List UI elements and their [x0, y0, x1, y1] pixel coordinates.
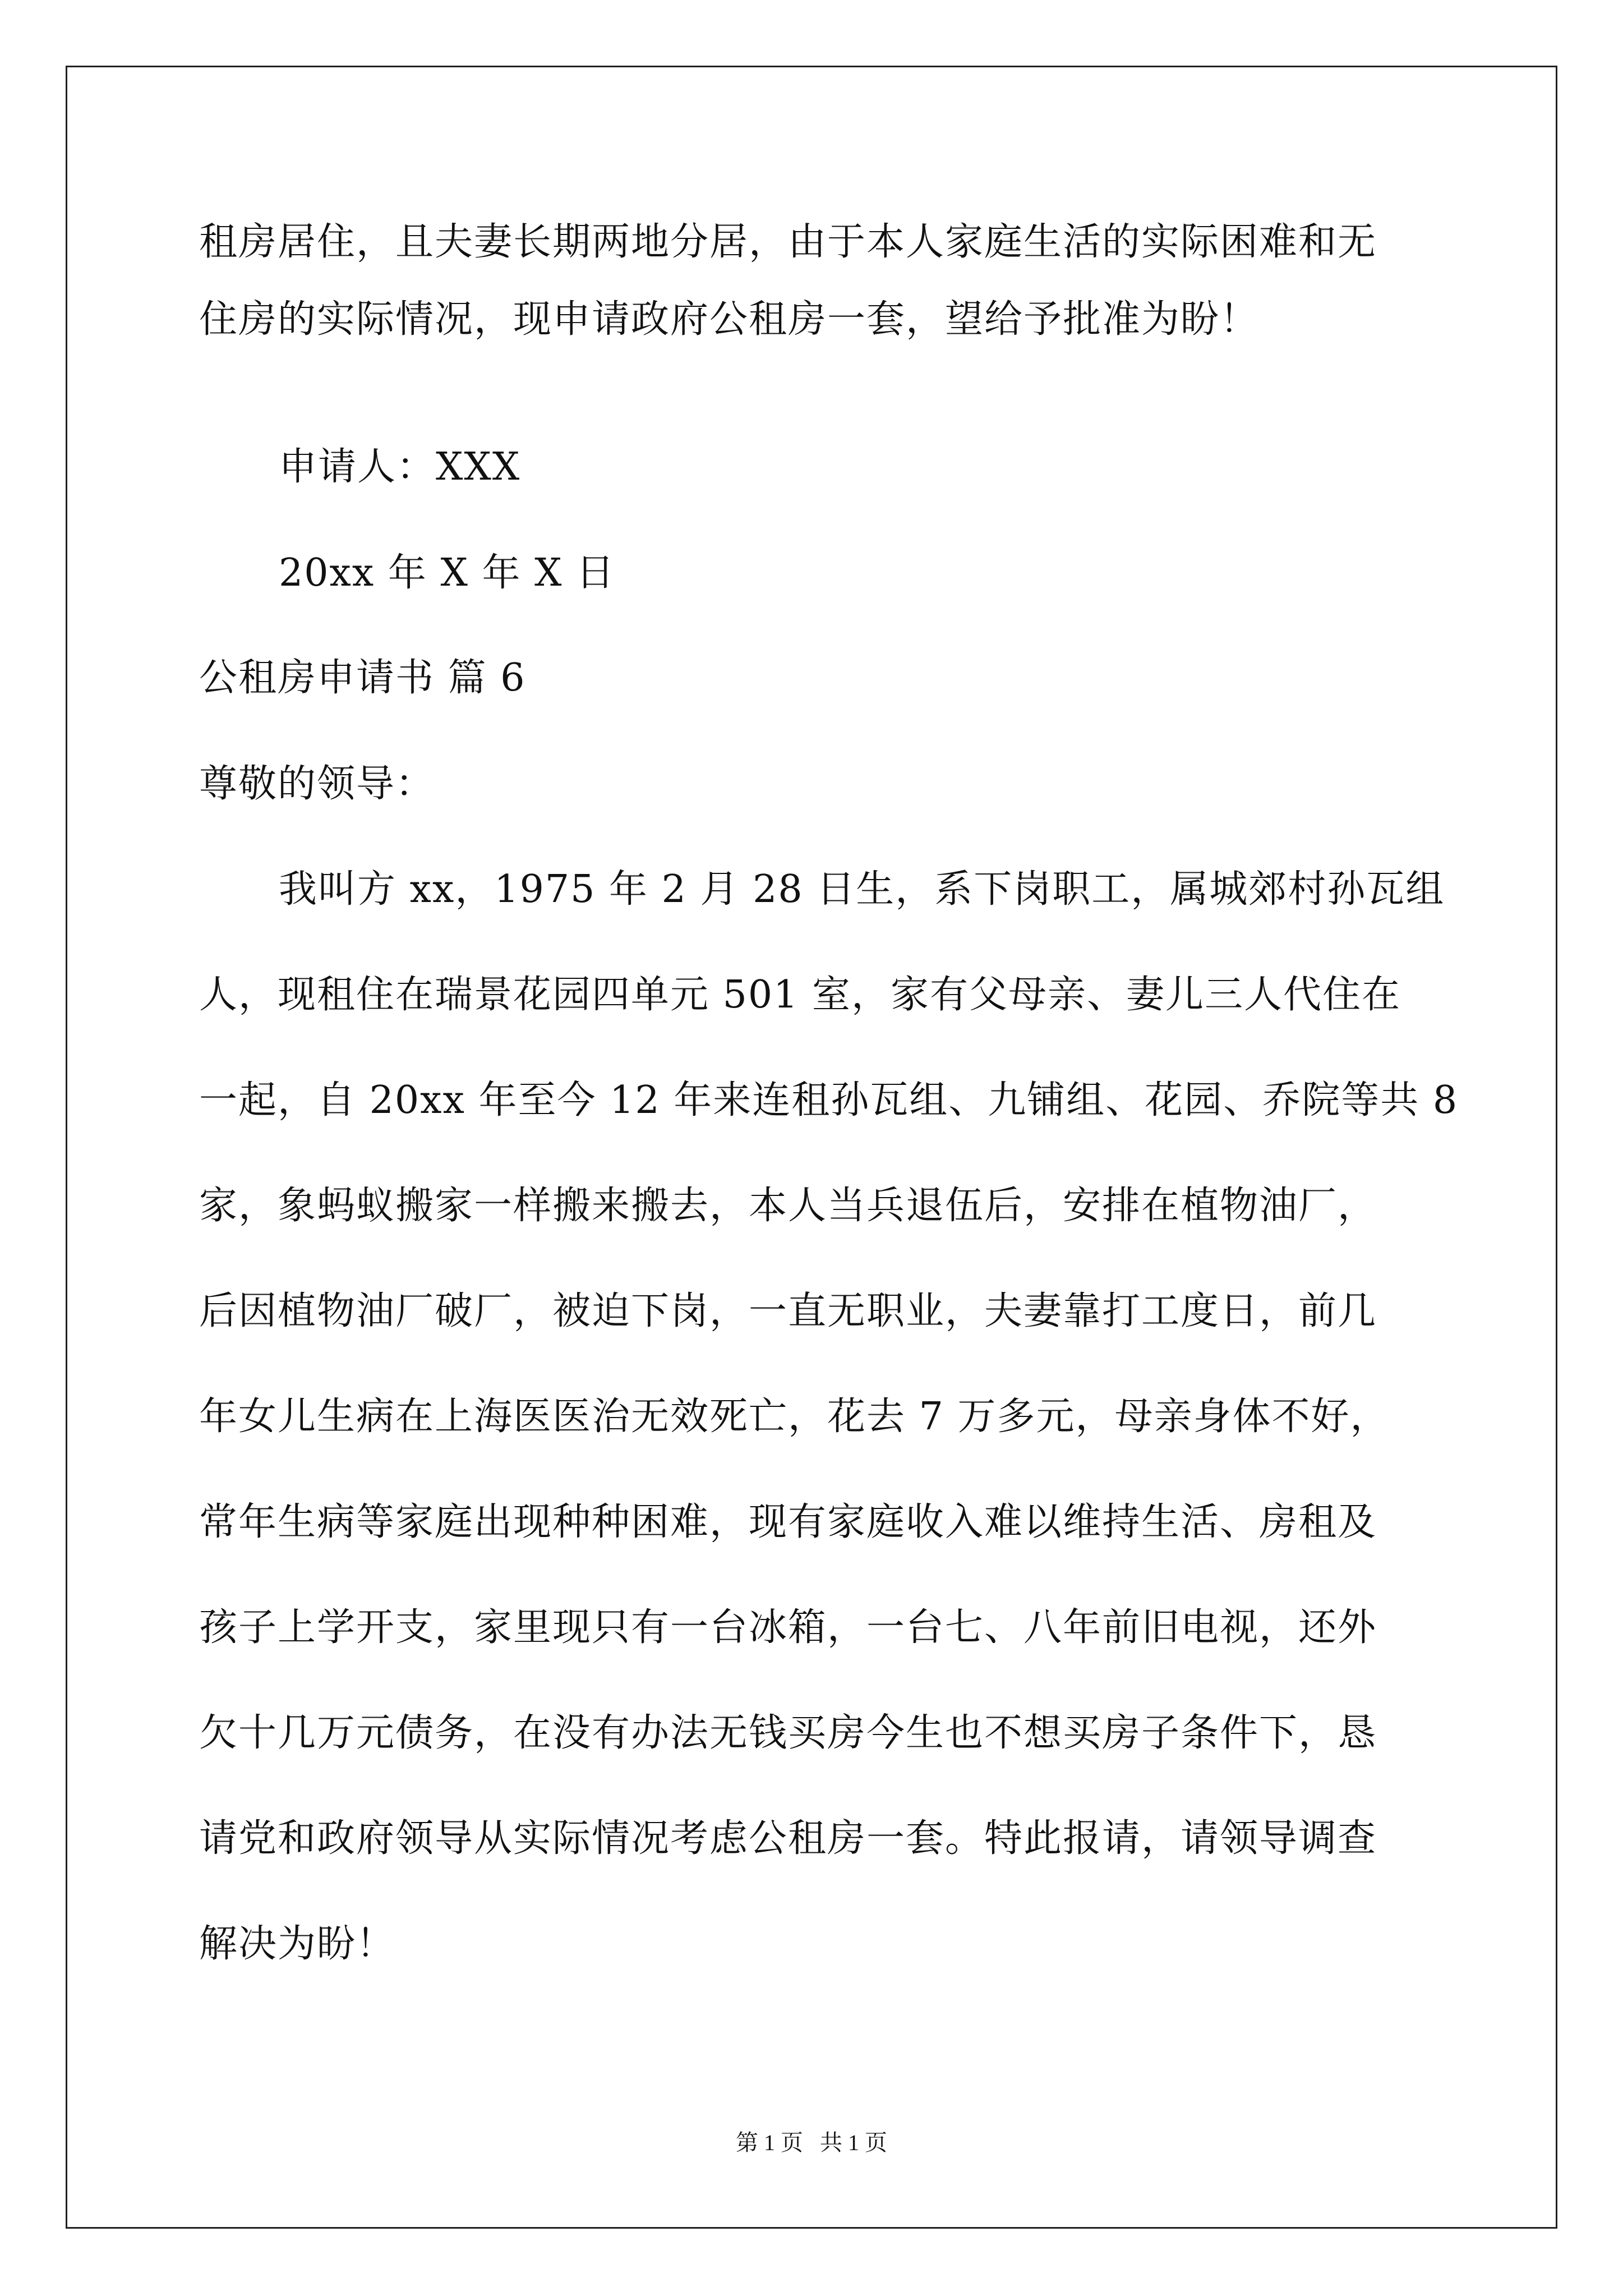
- paragraph-line: 解决为盼！: [199, 1922, 396, 1966]
- paragraph-line: 常年生病等家庭出现种种困难，现有家庭收入难以维持生活、房租及: [199, 1500, 1377, 1544]
- applicant-signature-line: 申请人：XXX: [279, 445, 521, 489]
- paragraph-line: 欠十几万元债务，在没有办法无钱买房今生也不想买房子条件下，恳: [199, 1711, 1377, 1755]
- date-line: 20xx 年 X 年 X 日: [279, 551, 616, 595]
- paragraph-line: 租房居住，且夫妻长期两地分居，由于本人家庭生活的实际困难和无: [199, 220, 1377, 264]
- paragraph-line: 家，象蚂蚁搬家一样搬来搬去，本人当兵退伍后，安排在植物油厂，: [199, 1184, 1377, 1228]
- section-title: 公租房申请书 篇 6: [199, 656, 526, 700]
- paragraph-line: 请党和政府领导从实际情况考虑公租房一套。特此报请，请领导调查: [199, 1816, 1377, 1861]
- paragraph-line: 后因植物油厂破厂，被迫下岗，一直无职业，夫妻靠打工度日，前几: [199, 1289, 1377, 1333]
- paragraph-line: 孩子上学开支，家里现只有一台冰箱，一台七、八年前旧电视，还外: [199, 1605, 1377, 1650]
- paragraph-line: 住房的实际情况，现申请政府公租房一套，望给予批准为盼！: [199, 297, 1260, 342]
- salutation: 尊敬的领导：: [199, 762, 435, 806]
- paragraph-line: 一起，自 20xx 年至今 12 年来连租孙瓦组、九铺组、花园、乔院等共 8: [199, 1078, 1459, 1122]
- page-border: [66, 66, 1557, 2229]
- page-number-footer: 第 1 页 共 1 页: [736, 2130, 887, 2155]
- paragraph-line: 我叫方 xx，1975 年 2 月 28 日生，系下岗职工，属城郊村孙瓦组: [279, 867, 1445, 912]
- paragraph-line: 年女儿生病在上海医医治无效死亡，花去 7 万多元，母亲身体不好，: [199, 1395, 1390, 1439]
- paragraph-line: 人，现租住在瑞景花园四单元 501 室，家有父母亲、妻儿三人代住在: [199, 973, 1401, 1017]
